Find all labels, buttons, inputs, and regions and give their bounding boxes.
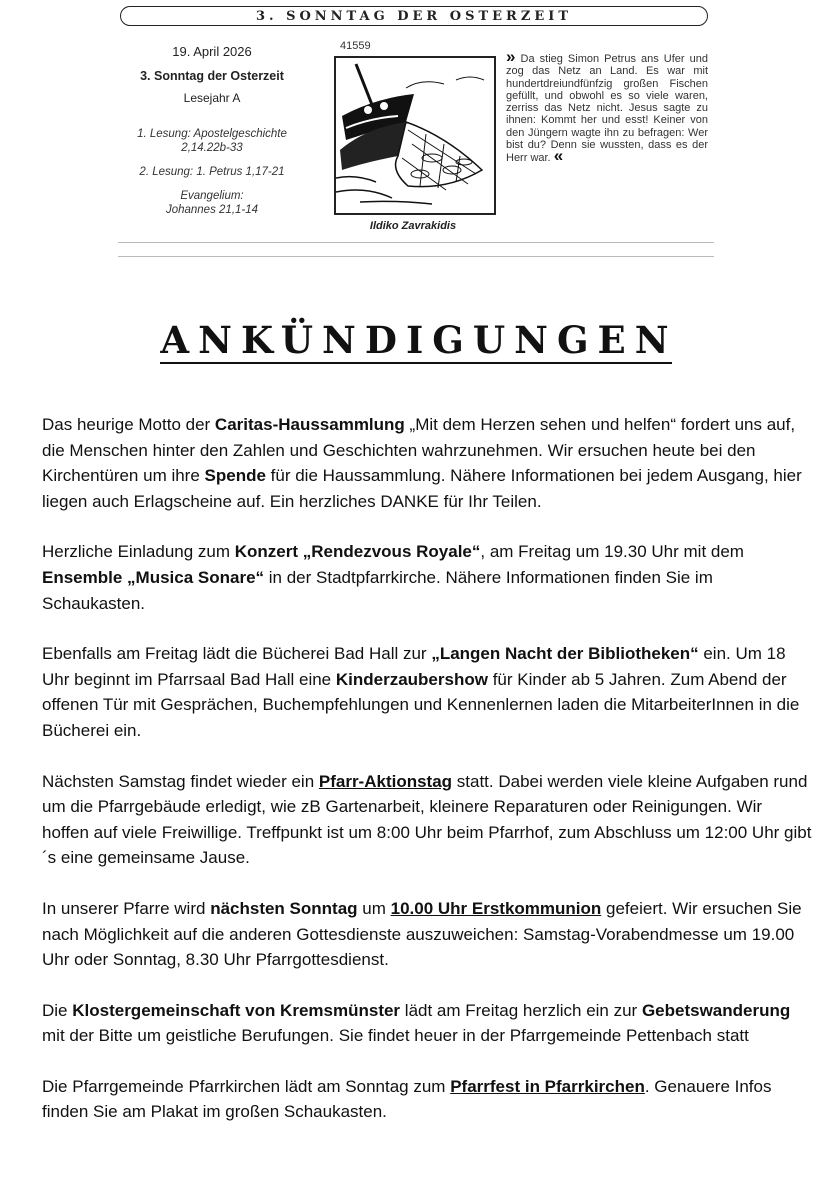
text: „Mit dem Herzen sehen und helfen“ fordert uns auf, die Menschen hinter den Zahlen und Geschichten wahrzunehmen. Wir ersuchen heute bei den Kirchentüren um ihre bbox=[42, 415, 796, 486]
lesejahr: Lesejahr A bbox=[183, 91, 241, 105]
emphasis: Konzert „Rendezvous Royale“ bbox=[234, 542, 481, 562]
gospel-quote bbox=[506, 47, 708, 166]
liturgy-info bbox=[118, 44, 306, 217]
text: in der Stadtpfarrkirche. Nähere Informationen finden Sie im Schaukasten. bbox=[42, 567, 713, 613]
text: Die bbox=[42, 1000, 73, 1020]
quote-text: Da stieg Simon Petrus ans Ufer und zog das Netz an Land. Es war mit hundertdreiundfünfzig großen Fischen gefüllt, und obwohl es so viele waren, zerriss das Netz nicht. Jesus sagte zu ihnen: Kommt her und esst! Keiner von den Jüngern wagte ihn zu befragen: Wer bist du? Denn sie wussten, dass es der Herr war. bbox=[506, 53, 708, 165]
emphasis: Pfarrfest in Pfarrkirchen bbox=[450, 1076, 645, 1096]
banner-text: 3. SONNTAG DER OSTERZEIT bbox=[255, 8, 573, 24]
reading-1-label: 1. Lesung: Apostelgeschichte bbox=[137, 128, 287, 140]
announcement-action-day bbox=[42, 769, 812, 871]
header-divider-top bbox=[118, 242, 714, 243]
readings bbox=[118, 127, 306, 217]
announcement-caritas bbox=[42, 412, 812, 514]
header-divider-bottom bbox=[118, 256, 714, 257]
reading-2: 2. Lesung: 1. Petrus 1,17-21 bbox=[139, 166, 285, 178]
header-banner bbox=[120, 6, 708, 26]
emphasis: Kinderzaubershow bbox=[335, 669, 488, 689]
text: , am Freitag um 19.30 Uhr mit dem bbox=[480, 542, 744, 562]
emphasis: 10.00 Uhr Erstkommunion bbox=[390, 898, 602, 918]
announcement-parish-fest bbox=[42, 1074, 812, 1125]
text: In unserer Pfarre wird bbox=[42, 898, 211, 918]
date: 19. April 2026 bbox=[172, 44, 252, 59]
emphasis: Spende bbox=[204, 466, 266, 486]
text: mit der Bitte um geistliche Berufungen. Sie findet heuer in der Pfarrgemeinde Pettenbach statt bbox=[42, 1026, 749, 1046]
text: für Kinder ab 5 Jahren. Zum Abend der offenen Tür mit Gesprächen, Buchempfehlungen und Kennenlernen laden die MitarbeiterInnen in die Bücherei ein. bbox=[42, 669, 800, 740]
announcements bbox=[42, 412, 812, 1150]
text: lädt am Freitag herzlich ein zur bbox=[400, 1000, 642, 1020]
emphasis: Klostergemeinschaft von Kremsmünster bbox=[72, 1000, 401, 1020]
gospel-ref: Johannes 21,1-14 bbox=[165, 204, 259, 216]
text: . Genauere Infos finden Sie am Plakat im großen Schaukasten. bbox=[42, 1076, 772, 1122]
announcement-first-communion bbox=[42, 896, 812, 973]
emphasis: Caritas-Haussammlung bbox=[214, 415, 405, 434]
artist-credit: Ildiko Zavrakidis bbox=[369, 220, 457, 232]
sunday-name: 3. Sonntag der Osterzeit bbox=[140, 69, 284, 83]
text: gefeiert. Wir ersuchen Sie nach Möglichkeit auf die anderen Gottesdienste auszuweichen: Samstag-Vorabendmesse um 19.00 Uhr oder Sonntag, 8.30 Uhr Pfarrgottesdienst. bbox=[42, 898, 802, 970]
page-title: ANKÜNDIGUNGEN bbox=[160, 318, 678, 362]
quote-open-mark: » bbox=[506, 47, 516, 66]
gospel-label: Evangelium: bbox=[180, 190, 244, 202]
text: Nächsten Samstag findet wieder ein bbox=[42, 771, 319, 791]
text: Ebenfalls am Freitag lädt die Bücherei Bad Hall zur bbox=[42, 644, 432, 664]
announcement-concert bbox=[42, 539, 812, 616]
text: Die Pfarrgemeinde Pfarrkirchen lädt am Sonntag zum bbox=[42, 1076, 451, 1096]
reading-1-ref: 2,14.22b-33 bbox=[181, 142, 243, 154]
text: für die Haussammlung. Nähere Informationen bei jedem Ausgang, hier liegen auch Erlagscheine auf. Ein herzliches DANKE für Ihr Teilen. bbox=[42, 466, 802, 511]
emphasis: Gebetswanderung bbox=[641, 1000, 791, 1020]
emphasis: „Langen Nacht der Bibliotheken“ bbox=[431, 644, 699, 664]
title-underline bbox=[160, 362, 672, 364]
emphasis: Ensemble „Musica Sonare“ bbox=[42, 567, 265, 587]
quote-close-mark: « bbox=[553, 146, 564, 166]
announcement-prayer-walk bbox=[42, 998, 812, 1049]
text: Herzliche Einladung zum bbox=[42, 542, 235, 562]
text: ein. Um 18 Uhr beginnt im Pfarrsaal Bad Hall eine bbox=[42, 644, 786, 689]
text: Das heurige Motto der bbox=[42, 415, 215, 434]
text: um bbox=[357, 898, 391, 918]
announcement-library-night bbox=[42, 641, 812, 743]
boat-illustration bbox=[334, 56, 496, 215]
boat-net-drawing bbox=[336, 58, 490, 209]
text: statt. Dabei werden viele kleine Aufgaben rund um die Pfarrgebäude erledigt, wie zB Gartenarbeit, kleinere Reparaturen oder Reinigungen. Wir hoffen auf viele Freiwillige. Treffpunkt ist um 8:00 Uhr beim Pfarrhof, zum Abschluss um 12:00 Uhr gibt´s eine gemeinsame Jause. bbox=[42, 771, 812, 868]
emphasis: Pfarr-Aktionstag bbox=[318, 771, 453, 791]
emphasis: nächsten Sonntag bbox=[210, 898, 358, 918]
item-code: 41559 bbox=[340, 40, 371, 52]
